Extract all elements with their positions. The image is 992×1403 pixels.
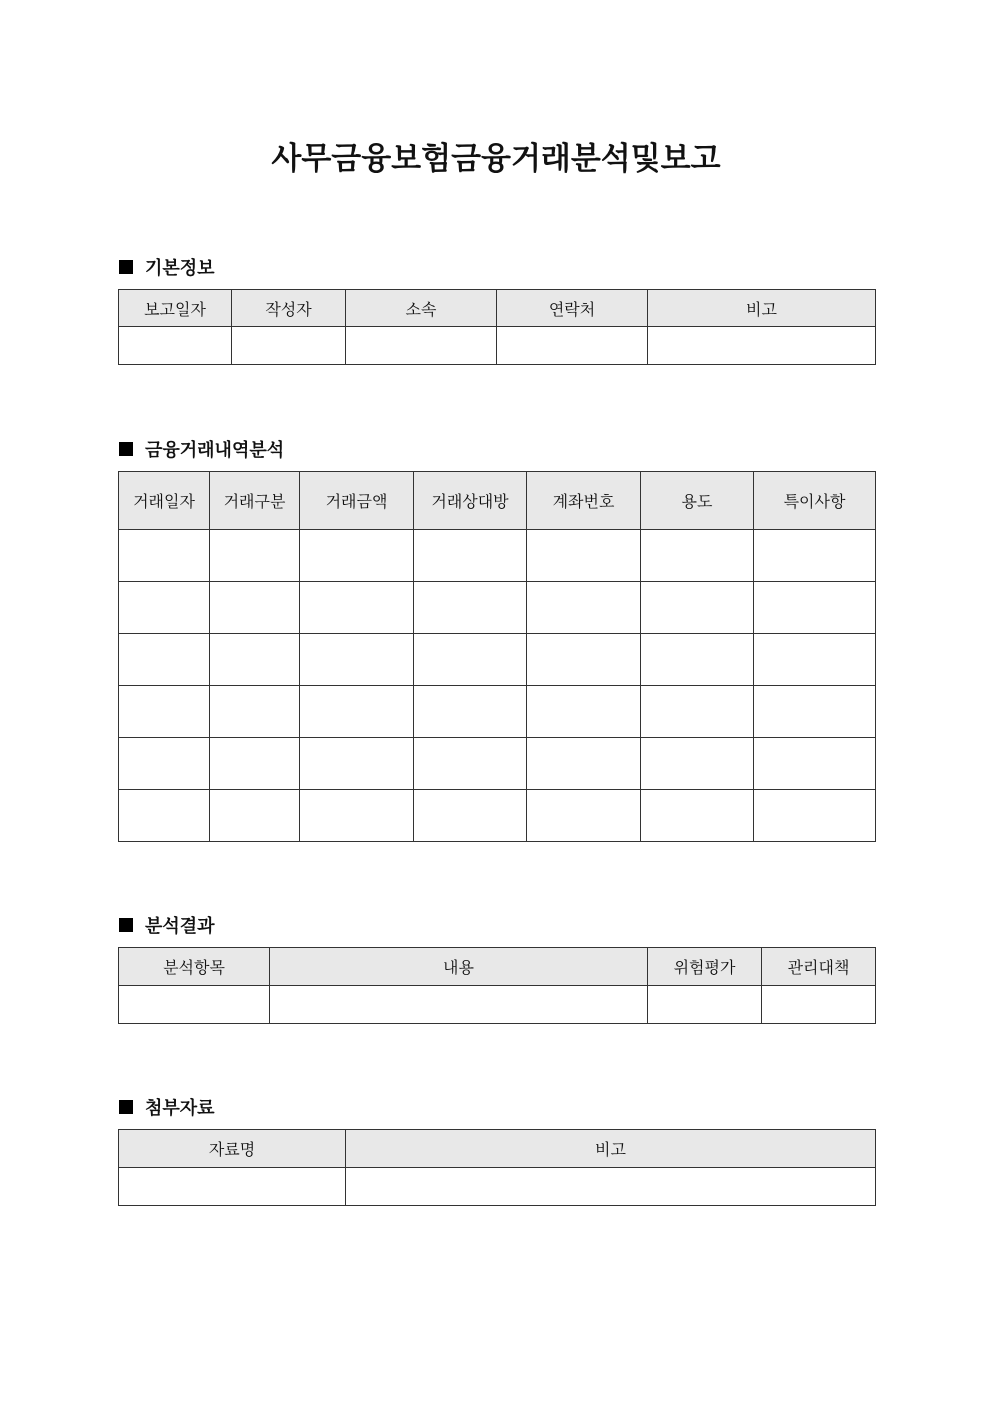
table-cell[interactable] xyxy=(300,634,414,686)
table-row xyxy=(119,530,876,582)
header-risk-assessment: 위험평가 xyxy=(648,948,762,986)
table-cell[interactable] xyxy=(754,582,876,634)
table-cell[interactable] xyxy=(119,582,210,634)
table-row xyxy=(119,634,876,686)
table-cell[interactable] xyxy=(210,738,300,790)
header-contact: 연락처 xyxy=(497,290,648,327)
header-content: 내용 xyxy=(270,948,648,986)
header-purpose: 용도 xyxy=(641,472,754,530)
table-header-row xyxy=(119,290,876,327)
table-cell[interactable] xyxy=(119,686,210,738)
table-cell[interactable] xyxy=(300,790,414,842)
header-special-notes: 특이사항 xyxy=(754,472,876,530)
table-cell[interactable] xyxy=(527,530,641,582)
cell-countermeasure[interactable] xyxy=(762,986,876,1024)
cell-content[interactable] xyxy=(270,986,648,1024)
table-cell[interactable] xyxy=(641,790,754,842)
header-account-number: 계좌번호 xyxy=(527,472,641,530)
table-cell[interactable] xyxy=(119,738,210,790)
table-row xyxy=(119,1168,876,1206)
table-cell[interactable] xyxy=(641,738,754,790)
header-remarks: 비고 xyxy=(346,1130,876,1168)
header-remarks: 비고 xyxy=(648,290,876,327)
table-cell[interactable] xyxy=(300,738,414,790)
cell-remarks[interactable] xyxy=(346,1168,876,1206)
results-table xyxy=(118,947,876,1024)
table-cell[interactable] xyxy=(210,634,300,686)
table-cell[interactable] xyxy=(414,634,527,686)
table-cell[interactable] xyxy=(119,634,210,686)
table-cell[interactable] xyxy=(300,582,414,634)
table-cell[interactable] xyxy=(641,582,754,634)
header-author: 작성자 xyxy=(232,290,346,327)
basic-info-table xyxy=(118,289,876,365)
table-cell[interactable] xyxy=(754,530,876,582)
table-cell[interactable] xyxy=(300,686,414,738)
table-cell[interactable] xyxy=(754,686,876,738)
document-title: 사무금융보험금융거래분석및보고 xyxy=(271,141,721,177)
table-cell[interactable] xyxy=(210,530,300,582)
table-row xyxy=(119,327,876,365)
cell-contact[interactable] xyxy=(497,327,648,365)
section-basic-title: 기본정보 xyxy=(145,258,215,279)
cell-report-date[interactable] xyxy=(119,327,232,365)
table-cell[interactable] xyxy=(527,686,641,738)
section-transactions-title: 금융거래내역분석 xyxy=(145,440,285,461)
table-row xyxy=(119,686,876,738)
header-transaction-type: 거래구분 xyxy=(210,472,300,530)
table-row xyxy=(119,790,876,842)
table-cell[interactable] xyxy=(641,634,754,686)
section-basic-heading xyxy=(119,254,215,280)
cell-document-name[interactable] xyxy=(119,1168,346,1206)
table-cell[interactable] xyxy=(414,686,527,738)
table-cell[interactable] xyxy=(210,686,300,738)
table-header-row xyxy=(119,1130,876,1168)
header-countermeasure: 관리대책 xyxy=(762,948,876,986)
table-cell[interactable] xyxy=(641,686,754,738)
square-bullet-icon xyxy=(119,442,133,456)
section-attachments-title: 첨부자료 xyxy=(145,1098,215,1119)
header-analysis-item: 분석항목 xyxy=(119,948,270,986)
table-cell[interactable] xyxy=(414,738,527,790)
table-cell[interactable] xyxy=(527,790,641,842)
square-bullet-icon xyxy=(119,260,133,274)
header-counterparty: 거래상대방 xyxy=(414,472,527,530)
table-cell[interactable] xyxy=(527,582,641,634)
table-cell[interactable] xyxy=(527,634,641,686)
cell-author[interactable] xyxy=(232,327,346,365)
square-bullet-icon xyxy=(119,1100,133,1114)
attachments-table xyxy=(118,1129,876,1206)
cell-remarks[interactable] xyxy=(648,327,876,365)
section-results-heading xyxy=(119,912,215,938)
header-transaction-date: 거래일자 xyxy=(119,472,210,530)
table-cell[interactable] xyxy=(414,790,527,842)
section-transactions-heading xyxy=(119,436,284,462)
table-cell[interactable] xyxy=(754,738,876,790)
transactions-table xyxy=(118,471,876,842)
table-cell[interactable] xyxy=(210,582,300,634)
table-cell[interactable] xyxy=(754,790,876,842)
table-row xyxy=(119,582,876,634)
section-results-title: 분석결과 xyxy=(145,916,215,937)
table-cell[interactable] xyxy=(119,790,210,842)
header-transaction-amount: 거래금액 xyxy=(300,472,414,530)
cell-risk-assessment[interactable] xyxy=(648,986,762,1024)
header-report-date: 보고일자 xyxy=(119,290,232,327)
section-attachments-heading xyxy=(119,1094,215,1120)
table-cell[interactable] xyxy=(414,530,527,582)
table-header-row xyxy=(119,472,876,530)
table-cell[interactable] xyxy=(414,582,527,634)
table-row xyxy=(119,738,876,790)
table-cell[interactable] xyxy=(210,790,300,842)
square-bullet-icon xyxy=(119,918,133,932)
header-department: 소속 xyxy=(346,290,497,327)
table-cell[interactable] xyxy=(119,530,210,582)
cell-analysis-item[interactable] xyxy=(119,986,270,1024)
table-cell[interactable] xyxy=(754,634,876,686)
table-header-row xyxy=(119,948,876,986)
header-document-name: 자료명 xyxy=(119,1130,346,1168)
table-cell[interactable] xyxy=(300,530,414,582)
table-row xyxy=(119,986,876,1024)
cell-department[interactable] xyxy=(346,327,497,365)
table-cell[interactable] xyxy=(527,738,641,790)
table-cell[interactable] xyxy=(641,530,754,582)
